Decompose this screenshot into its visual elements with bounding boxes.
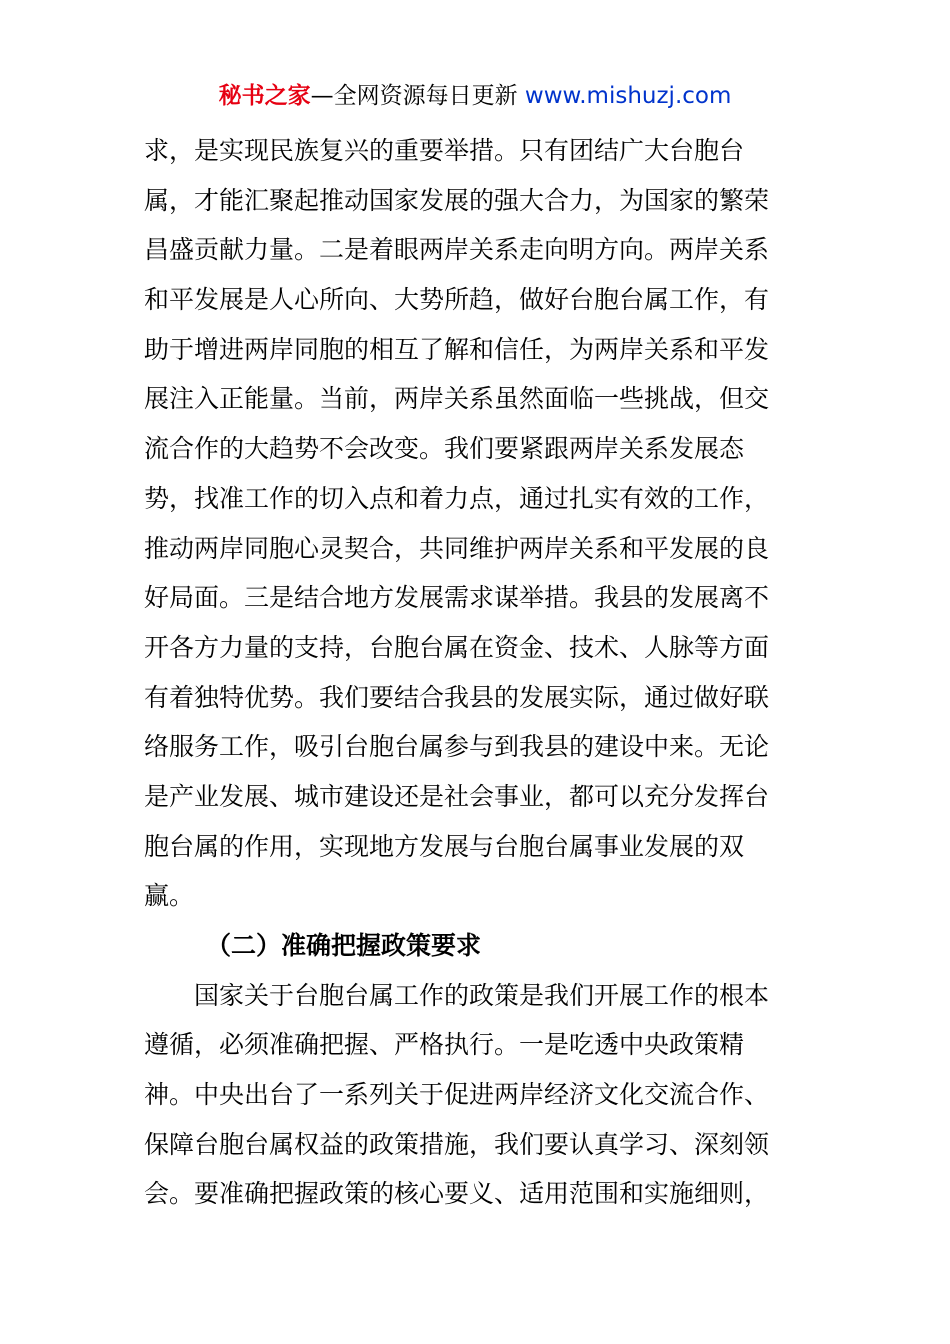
text-line: 有着独特优势。我们要结合我县的发展实际，通过做好联 — [144, 682, 770, 712]
text-line: 和平发展是人心所向、大势所趋，做好台胞台属工作，有 — [144, 285, 770, 315]
text-line: 求，是实现民族复兴的重要举措。只有团结广大台胞台 — [144, 136, 745, 165]
text-line: 展注入正能量。当前，两岸关系虽然面临一些挑战，但交 — [144, 384, 770, 414]
text-line: 昌盛贡献力量。二是着眼两岸关系走向明方向。两岸关系 — [144, 235, 770, 265]
text-line: 势，找准工作的切入点和着力点，通过扎实有效的工作， — [144, 483, 770, 513]
text-line: 神。中央出台了一系列关于促进两岸经济文化交流合作、 — [144, 1080, 770, 1110]
text-line: 助于增进两岸同胞的相互了解和信任，为两岸关系和平发 — [144, 334, 770, 364]
text-line: 推动两岸同胞心灵契合，共同维护两岸关系和平发展的良 — [144, 533, 770, 563]
brand-name: 秘书之家 — [218, 83, 311, 109]
site-header — [0, 80, 950, 112]
text-line: 是产业发展、城市建设还是社会事业，都可以充分发挥台 — [144, 781, 770, 811]
text-line: 遵循，必须准确把握、严格执行。一是吃透中央政策精 — [144, 1030, 745, 1060]
site-url[interactable]: www.mishuzj.com — [524, 83, 732, 109]
text-line: 络服务工作，吸引台胞台属参与到我县的建设中来。无论 — [144, 732, 770, 762]
text-line: 赢。 — [144, 881, 195, 911]
text-line: 属，才能汇聚起推动国家发展的强大合力，为国家的繁荣 — [144, 185, 770, 215]
paragraph-first-line: 国家关于台胞台属工作的政策是我们开展工作的根本 — [194, 980, 770, 1010]
text-line: 胞台属的作用，实现地方发展与台胞台属事业发展的双 — [144, 831, 745, 861]
section-heading: （二）准确把握政策要求 — [206, 931, 482, 960]
text-line: 好局面。三是结合地方发展需求谋举措。我县的发展离不 — [144, 583, 770, 613]
text-line: 流合作的大趋势不会改变。我们要紧跟两岸关系发展态 — [144, 434, 745, 464]
text-line: 保障台胞台属权益的政策措施，我们要认真学习、深刻领 — [144, 1129, 770, 1159]
header-tagline: —全网资源每日更新 — [310, 83, 525, 109]
text-line: 开各方力量的支持，台胞台属在资金、技术、人脉等方面 — [144, 632, 770, 662]
document-body — [144, 126, 809, 1219]
text-line: 会。要准确把握政策的核心要义、适用范围和实施细则， — [144, 1179, 770, 1209]
